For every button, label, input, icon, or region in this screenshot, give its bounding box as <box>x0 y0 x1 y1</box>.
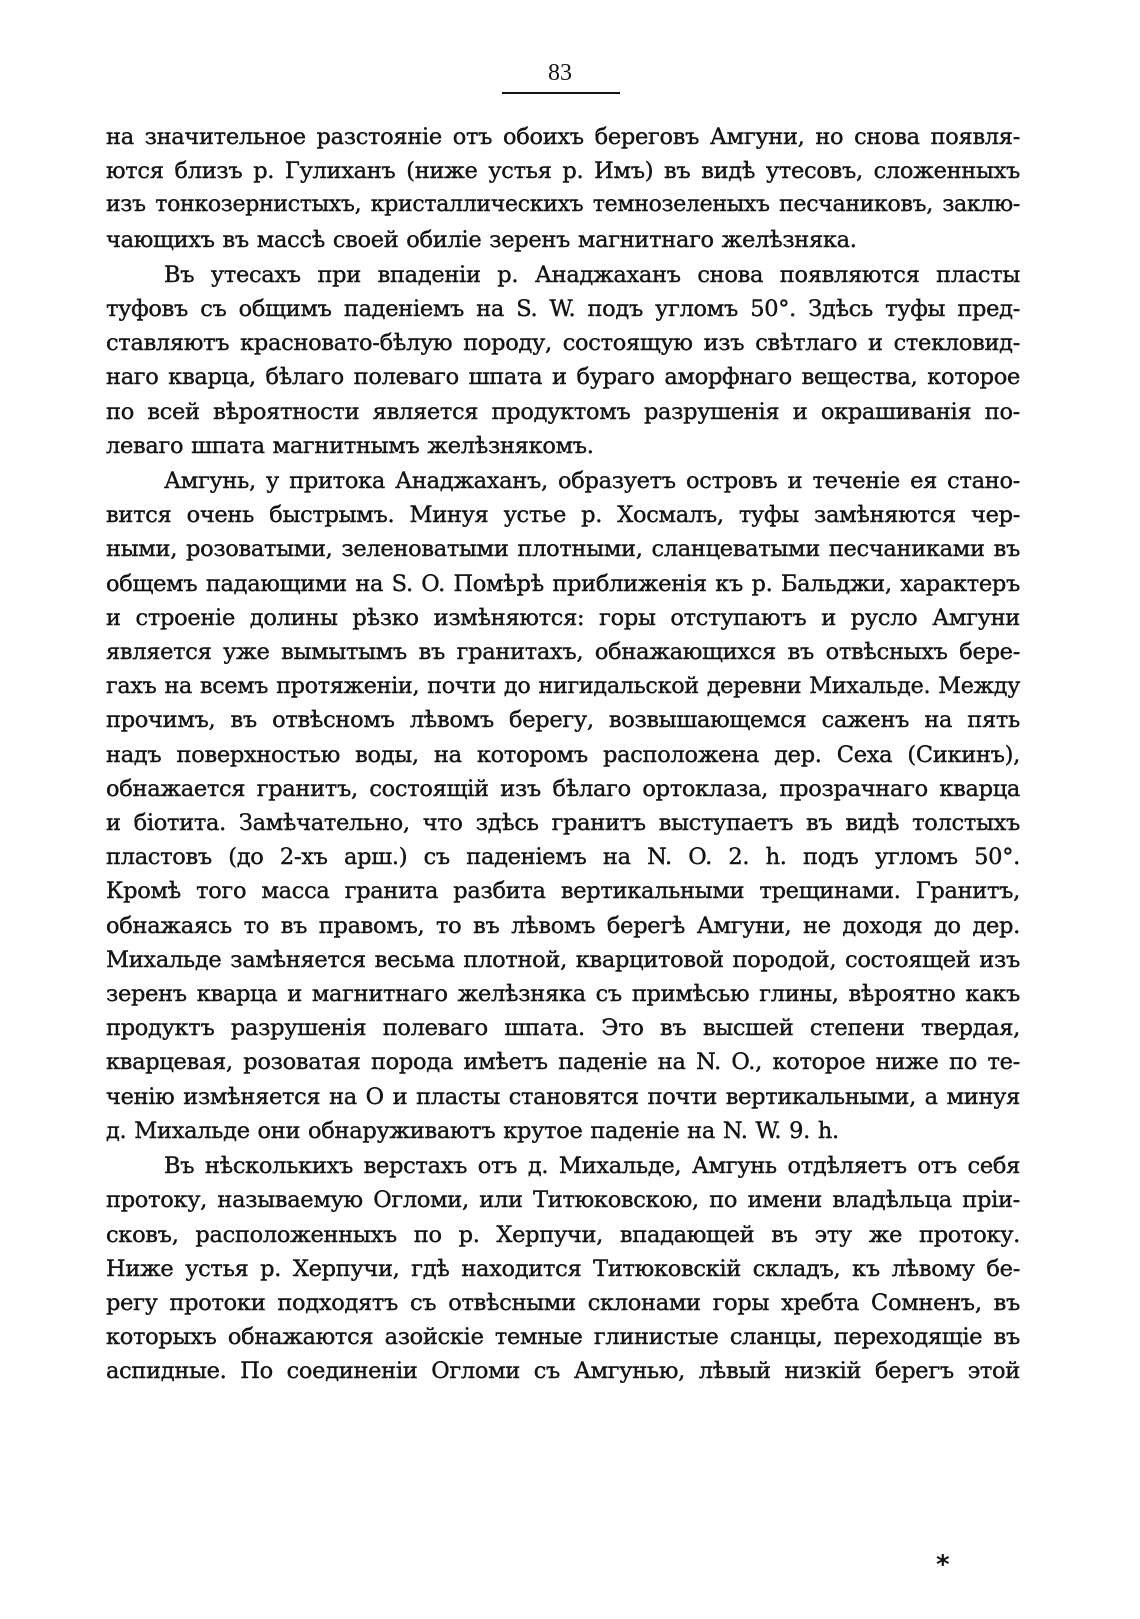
text-line: обнажаясь то въ правомъ, то въ лѣвомъ берегѣ Амгуни, не доходя до дер. <box>106 912 1020 939</box>
text-line: Ниже устья р. Херпучи, гдѣ находится Титюковскій складъ, къ лѣвому бе- <box>106 1255 1020 1282</box>
text-line: Михальде замѣняется весьма плотной, кварцитовой породой, состоящей изъ <box>106 946 1020 973</box>
text-line: гахъ на всемъ протяженіи, почти до нигидальской деревни Михальде. Между <box>106 673 1020 700</box>
paragraph-1 <box>106 120 1020 257</box>
text-line: регу протоки подходятъ съ отвѣсными склонами горы хребта Сомненъ, въ <box>106 1289 1020 1316</box>
page-number: 83 <box>548 60 572 86</box>
paragraph-3 <box>106 464 1020 1148</box>
text-line: Амгунь, у притока Анаджаханъ, образуетъ островъ и теченіе ея стано- <box>164 468 1020 495</box>
text-line: и строеніе долины рѣзко измѣняются: горы отступаютъ и русло Амгуни <box>106 604 1020 631</box>
text-line: зеренъ кварца и магнитнаго желѣзняка съ примѣсью глины, вѣроятно какъ <box>106 981 1020 1008</box>
text-line: продуктъ разрушенія полеваго шпата. Это въ высшей степени твердая, <box>106 1015 1020 1042</box>
text-line: протоку, называемую Огломи, или Титюковскою, по имени владѣльца пріи- <box>106 1187 1020 1214</box>
text-line: сковъ, расположенныхъ по р. Херпучи, впадающей въ эту же протоку. <box>106 1221 1020 1248</box>
page-number-rule <box>502 92 620 94</box>
text-line: аспидные. По соединеніи Огломи съ Амгунью, лѣвый низкій берегъ этой <box>106 1358 1020 1385</box>
text-line: Въ утесахъ при впаденіи р. Анаджаханъ снова появляются пласты <box>164 261 1020 288</box>
text-line: ставляютъ красновато-бѣлую породу, состоящую изъ свѣтлаго и стекловид- <box>106 330 1020 357</box>
paragraph-2 <box>106 258 1020 463</box>
text-line: общемъ падающими на S. O. Помѣрѣ приближенія къ р. Бальджи, характеръ <box>106 570 1020 597</box>
paragraph-4 <box>106 1149 1020 1388</box>
text-line: пластовъ (до 2-хъ арш.) съ паденіемъ на N. O. 2. h. подъ угломъ 50°. <box>106 844 1020 871</box>
text-line: туфовъ съ общимъ паденіемъ на S. W. подъ угломъ 50°. Здѣсь туфы пред- <box>106 296 1020 323</box>
text-line: ными, розоватыми, зеленоватыми плотными, сланцеватыми песчаниками въ <box>106 536 1020 563</box>
text-line: надъ поверхностью воды, на которомъ расположена дер. Сеха (Сикинъ), <box>106 741 1020 768</box>
body-text <box>106 120 1020 1390</box>
text-line: является уже вымытымъ въ гранитахъ, обнажающихся въ отвѣсныхъ бере- <box>106 639 1020 666</box>
text-line: прочимъ, въ отвѣсномъ лѣвомъ берегу, возвышающемся саженъ на пять <box>106 707 1020 734</box>
text-line: на значительное разстояніе отъ обоихъ береговъ Амгуни, но снова появля- <box>106 124 1020 150</box>
footnote-marker: * <box>936 1550 950 1580</box>
text-line: наго кварца, бѣлаго полеваго шпата и бураго аморфнаго вещества, которое <box>106 364 1020 391</box>
text-line: по всей вѣроятности является продуктомъ разрушенія и окрашиванія по- <box>106 398 1020 425</box>
text-line: леваго шпата магнитнымъ желѣзнякомъ. <box>106 432 594 459</box>
text-line: ются близъ р. Гулиханъ (ниже устья р. Имъ) въ видѣ утесовъ, сложенныхъ <box>106 158 1020 185</box>
text-line: Кромѣ того масса гранита разбита вертикальными трещинами. Гранитъ, <box>106 878 1020 905</box>
text-line: д. Михальде они обнаруживаютъ крутое паденіе на N. W. 9. h. <box>106 1117 839 1144</box>
text-line: Въ нѣсколькихъ верстахъ отъ д. Михальде, Амгунь отдѣляетъ отъ себя <box>164 1153 1020 1180</box>
text-line: изъ тонкозернистыхъ, кристаллическихъ темнозеленыхъ песчаниковъ, заклю- <box>106 192 1020 218</box>
text-line: вится очень быстрымъ. Минуя устье р. Хосмалъ, туфы замѣняются чер- <box>106 502 1020 529</box>
text-line: и біотита. Замѣчательно, что здѣсь гранитъ выступаетъ въ видѣ толстыхъ <box>106 810 1020 837</box>
text-line: кварцевая, розоватая порода имѣетъ паденіе на N. O., которое ниже по те- <box>106 1049 1020 1076</box>
text-line: ченію измѣняется на O и пласты становятся почти вертикальными, а минуя <box>106 1083 1020 1110</box>
text-line: обнажается гранитъ, состоящій изъ бѣлаго ортоклаза, прозрачнаго кварца <box>106 775 1020 802</box>
text-line: которыхъ обнажаются азойскіе темные глинистые сланцы, переходящіе въ <box>106 1324 1020 1351</box>
text-line: чающихъ въ массѣ своей обиліе зеренъ магнитнаго желѣзняка. <box>106 226 857 253</box>
